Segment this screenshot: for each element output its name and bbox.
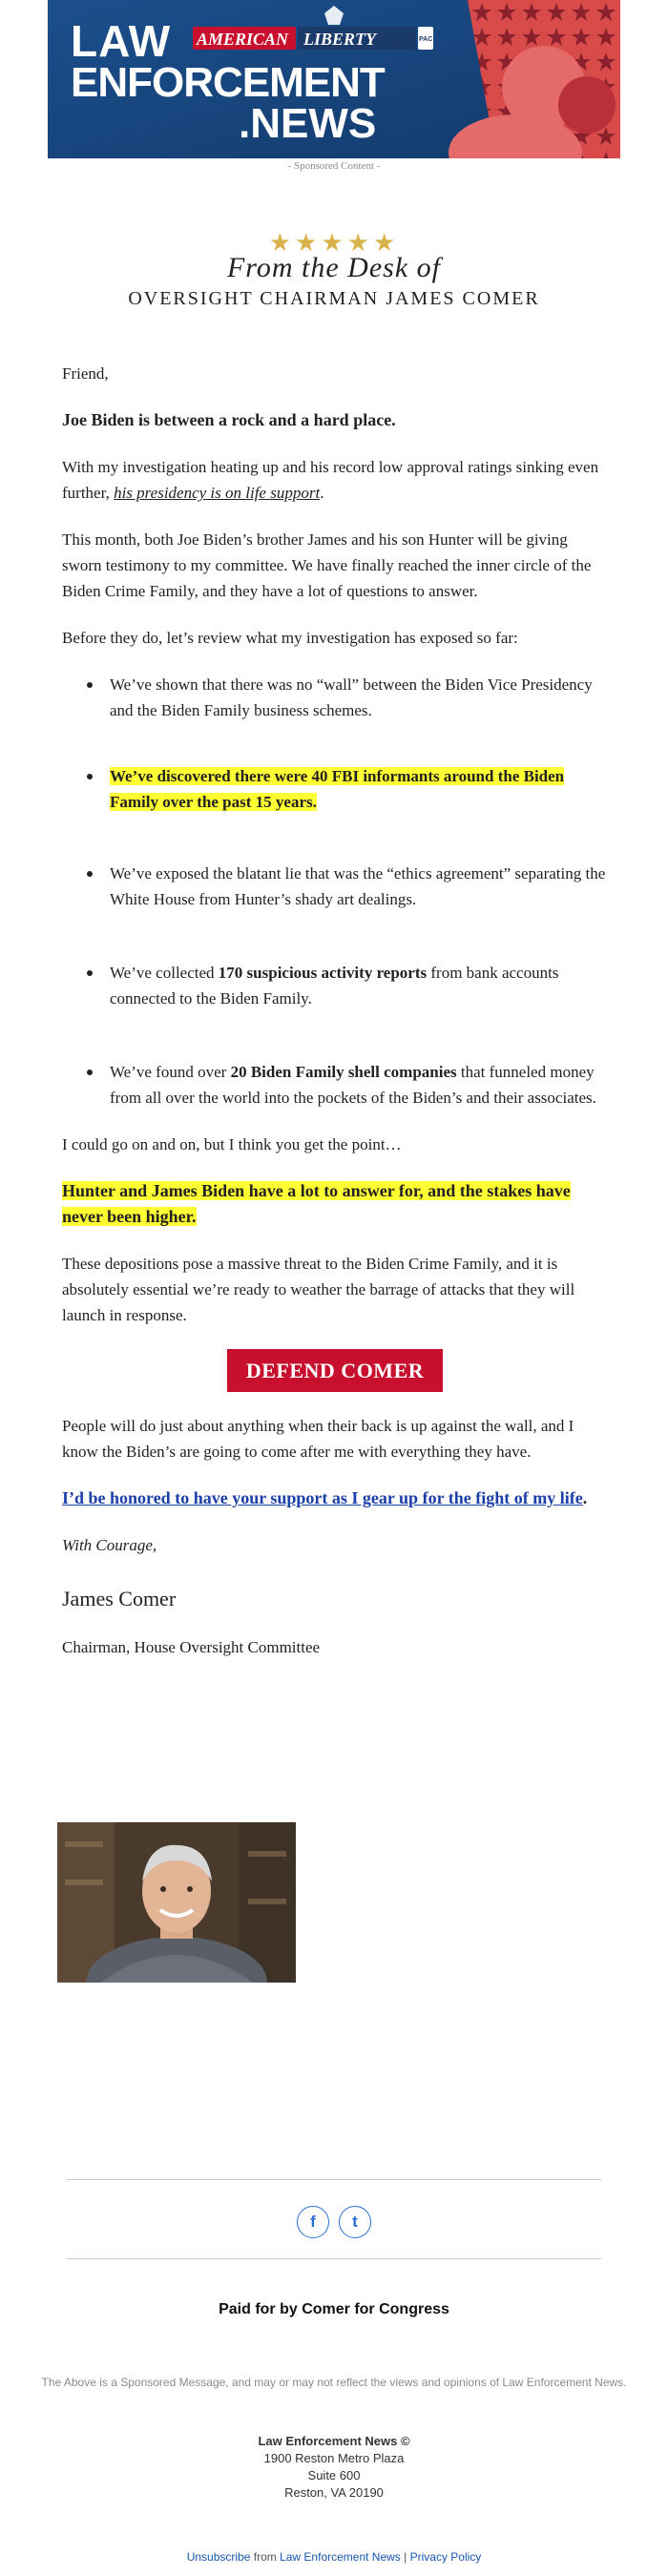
letter-body [62,361,608,1681]
paragraph-testimony: This month, both Joe Biden’s brother James and his son Hunter will be giving sworn testimony to my committee. We have finally reached the inner circle of the Biden Crime Family, and they have a lot of questions to answer. [62,530,592,600]
publisher-name: Law Enforcement News © [258,2434,410,2448]
divider [67,2179,601,2180]
address-line-1: 1900 Reston Metro Plaza [263,2451,405,2465]
findings-list [62,672,608,1111]
facebook-icon[interactable]: f [297,2206,329,2238]
address-line-3: Reston, VA 20190 [284,2485,384,2500]
social-links [0,2206,668,2238]
paragraph-wall: People will do just about anything when their back is up against the wall, and I know the Biden’s are going to come after me with everything they have. [62,1417,574,1461]
cta-wrap [62,1349,608,1392]
banner-tag-side: PAC [419,36,433,43]
unsubscribe-link[interactable]: Unsubscribe [186,2550,251,2564]
finding-ethics: We’ve exposed the blatant lie that was the “ethics agreement” separating the White House from Hunter’s shady art dealings. [110,864,606,908]
stakes-highlight: Hunter and James Biden have a lot to answer for, and the stakes have never been higher. [62,1181,571,1226]
finding-shell-suffix: that funneled money from all over the world into the pockets of the Biden’s and their associates. [110,1063,596,1107]
paragraph-support [62,1485,608,1511]
banner-line1: LAW [71,16,172,66]
closing: With Courage, [62,1536,157,1554]
footer-separator: | [400,2550,410,2564]
defend-comer-button[interactable]: DEFEND COMER [227,1349,443,1392]
banner-tag-left: AMERICAN [197,30,289,49]
finding-informants: We’ve discovered there were 40 FBI informants around the Biden Family over the past 15 years. [110,767,565,811]
desk-heading: From the Desk of [226,252,441,283]
header-banner[interactable] [48,0,620,158]
finding-sar-bold: 170 suspicious activity reports [218,964,428,982]
finding-sar-suffix: from bank accounts connected to the Biden Family. [110,964,559,1008]
sponsored-disclaimer: The Above is a Sponsored Message, and may or may not reflect the views and opinions of Law Enforcement News. [41,2376,627,2389]
list-item [62,763,608,815]
publisher-link[interactable]: Law Enforcement News [280,2550,401,2564]
paragraph-approval-text: With my investigation heating up and his record low approval ratings sinking even further, [62,458,599,502]
support-link[interactable]: I’d be honored to have your support as I gear up for the fight of my life [62,1488,583,1507]
paragraph-stakes [62,1178,608,1230]
life-support-emphasis: his presidency is on life support [114,484,321,502]
divider [67,2258,601,2259]
finding-wall: We’ve shown that there was no “wall” between the Biden Vice Presidency and the Biden Family business schemes. [110,675,593,719]
signature-role: Chairman, House Oversight Committee [62,1638,321,1656]
privacy-policy-link[interactable]: Privacy Policy [409,2550,482,2564]
rating-stars: ★★★★★ [268,229,400,257]
finding-shell-bold: 20 Biden Family shell companies [230,1063,457,1081]
signature-name: James Comer [62,1587,177,1610]
twitter-icon[interactable]: t [339,2206,371,2238]
paragraph-approval [62,454,608,506]
paragraph-get-point: I could go on and on, but I think you get the point… [62,1135,402,1153]
footer-links [0,2550,668,2564]
support-period: . [582,1488,588,1507]
list-item [62,1059,608,1111]
paid-for-by: Paid for by Comer for Congress [219,2301,449,2317]
banner-line2: ENFORCEMENT [71,59,385,106]
banner-tag-right: LIBERTY [303,30,377,49]
list-item [62,960,608,1011]
finding-shell-prefix: We’ve found over [110,1063,231,1081]
sponsored-label: - Sponsored Content - [287,160,381,172]
banner-line3: .NEWS [239,100,377,147]
unsubscribe-from: from [250,2550,281,2564]
list-item [62,672,608,723]
mailing-address [0,2433,668,2502]
sender-title: OVERSIGHT CHAIRMAN JAMES COMER [128,288,540,309]
finding-sar-prefix: We’ve collected [110,964,219,982]
list-item [62,861,608,912]
greeting: Friend, [62,364,109,383]
paragraph-threat: These depositions pose a massive threat to the Biden Crime Family, and it is absolutely essential we’re ready to weather the barrage of attacks that they will launch in response. [62,1255,575,1324]
paragraph-approval-end: . [320,484,324,502]
paragraph-review: Before they do, let’s review what my investigation has exposed so far: [62,629,518,647]
comer-portrait-image [57,1822,296,1983]
lead-sentence: Joe Biden is between a rock and a hard place. [62,410,396,429]
address-line-2: Suite 600 [307,2468,361,2483]
